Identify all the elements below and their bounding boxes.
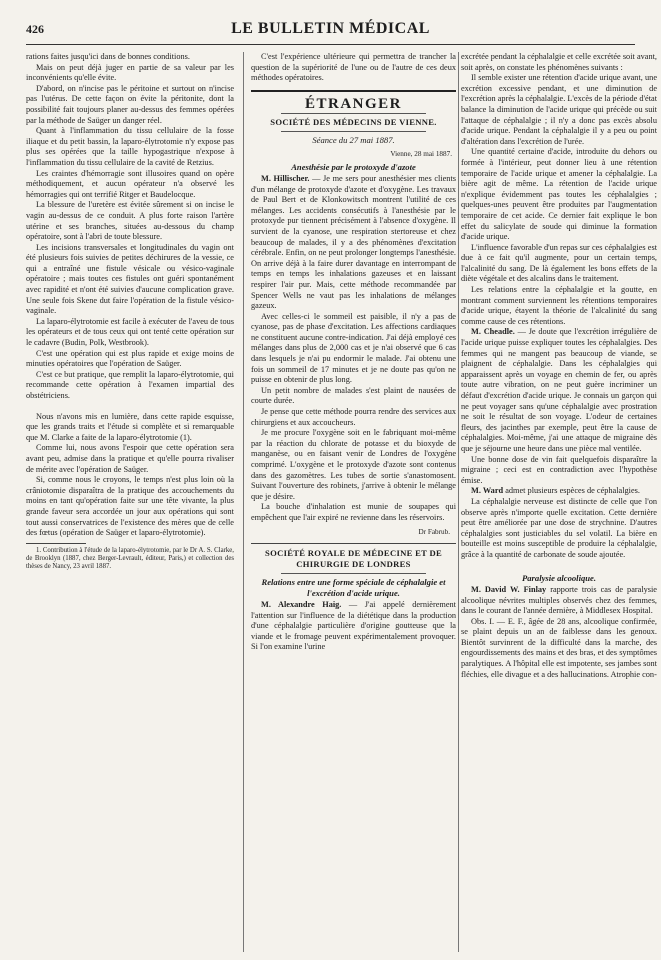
paragraph: Une quantité certaine d'acide, introduite du dehors ou formée à l'intérieur, peut donner lieu à une rétention temporaire de l'acide urique et amener la céphalalgie. La bière agit de même. La rétention de l'acide urique n'explique évidemment pas toutes les céphalalgies ; quelques-unes peuvent être produites par l'augmentation temporaire de cet acide. Ce dernier fait explique le bon effet du salicylate de soude qui diminue la formation d'acide urique. [461, 147, 657, 242]
section-rule [251, 543, 456, 544]
paragraph: Mais on peut déjà juger en partie de sa valeur par les inconvénients qu'elle évite. [26, 62, 234, 83]
paragraph: C'est l'expérience ultérieure qui permettra de trancher la question de la supériorité de l'une ou de l'autre de ces deux méthodes opératoires. [251, 52, 456, 83]
society-title: SOCIÉTÉ ROYALE DE MÉDECINE ET DE CHIRURGIE DE LONDRES [265, 548, 442, 570]
header-rule [26, 44, 635, 45]
article-title: Paralysie alcoolique. [522, 572, 596, 583]
speaker-text: — Je me sers pour anesthésier mes clients d'un mélange de protoxyde d'azote et d'oxygène. Les travaux de Paul Bert et de Klonkowitsch montrent l'utilité de ces mélanges. Les accidents consécutifs à l'anesthésie par le protoxyde pur tiennent précisément à l'absence d'oxygène. Il survient de la cyanose, une respiration stertoreuse et chez beaucoup de malades, il y a des phénomènes d'excitation cérébrale. Enfin, on ne peut prolonger longtemps l'anesthésie. On arrive déjà à la faire durer davantage en interrompant de temps en temps les inhalations gazeuses et en laissant respirer l'air pur. Mais, cette méthode recommandée par Spencer Wells ne vaut pas les inhalations de mélanges gazeux. [251, 173, 456, 311]
short-rule [281, 113, 426, 114]
column-divider [243, 52, 244, 952]
paragraph: Si, comme nous le croyons, le temps n'est plus loin où la crâniotomie disparaîtra de la pratique des accouchements du moins en tant qu'opération faite sur une tête vivante, la plus grande faveur sera accordée un jour aux opérations qui sont tout aussi conservatrices de l'existence des mères que de celle des fœtus (opération de Saüger et laparo-élytrotomie). [26, 475, 234, 538]
paragraph [461, 327, 657, 454]
column-3 [461, 52, 657, 952]
article-title: Anesthésie par le protoxyde d'azote [291, 161, 416, 172]
paragraph: Je pense que cette méthode pourra rendre des services aux chirurgiens et aux accoucheurs. [251, 407, 456, 427]
paragraph: La laparo-élytrotomie est facile à exécuter de l'aveu de tous les opérateurs et de tous ceux qui ont tenté cette opération sur le cadavre (Budin, Polk, Westbrook). [26, 316, 234, 348]
section-rule [251, 90, 456, 92]
speaker-name: M. Cheadle. [471, 327, 515, 337]
paragraph: Il semble exister une rétention d'acide urique avant, une excrétion excessive pendant, et une diminution de l'excrétion après la céphalalgie. L'excès de la période d'état balance la diminution de l'acide urique qui précède ou suit l'attaque de céphalalgie ; il n'y a donc pas excès absolu d'acide urique. Pendant la céphalalgie il y a peu ou point d'altération dans l'excrétion de l'urée. [461, 73, 657, 146]
paragraph: Nous n'avons mis en lumière, dans cette rapide esquisse, que les grands traits et l'étude si complète et si remarquable que M. Clarke a faite de la laparo-élytrotomie (1). [26, 411, 234, 442]
speaker-name: M. David W. Finlay [471, 584, 547, 594]
column-2 [251, 52, 456, 952]
paragraph [461, 486, 657, 497]
dateline: Vienne, 28 mai 1887. [390, 149, 452, 158]
section-title: ÉTRANGER [304, 95, 402, 112]
article-title: Relations entre une forme spéciale de céphalalgie et l'excrétion d'acide urique. [261, 577, 446, 598]
paragraph: Les craintes d'hémorragie sont illusoires quand on opère méthodiquement, et aucun opérateur n'a observé les hémorragies qui ont terrifié Ritger et Baudelocque. [26, 168, 234, 199]
paragraph: Je me procure l'oxygène soit en le fabriquant moi-même par la réaction du chlorate de potasse et du bioxyde de manganèse, ou en faisant venir de Londres de l'oxygène comprimé. L'oxygène et le protoxyde d'azote sont contenus dans des gazomètres. Les tubes de sortie s'anastomosent. Suivant l'ouverture des robinets, j'arrive à obtenir le mélange que je désire. [251, 428, 456, 501]
speaker-text: — J'ai appelé dernièrement l'attention sur l'influence de la diététique dans la production d'une céphalalgie particulière d'origine goutteuse que la viande et le fromage peuvent expérimentalement provoquer. Si l'on examine l'urine [251, 599, 456, 652]
column-1 [26, 52, 234, 952]
paragraph [251, 600, 456, 653]
paragraph: Un petit nombre de malades s'est plaint de nausées de courte durée. [251, 385, 456, 406]
speaker-name: M. Alexandre Haig. [261, 599, 342, 609]
footnote-rule [26, 543, 86, 544]
page-number: 426 [26, 22, 44, 36]
spacer [26, 402, 234, 412]
footnote [26, 547, 234, 572]
speaker-name: M. Ward [471, 486, 504, 496]
paragraph [251, 174, 456, 312]
paragraph: Les incisions transversales et longitudinales du vagin ont été plusieurs fois suivies de petites déchirures de la vessie, ce qui a entraîné une fistule vésicale ou vésico-vaginale opératoire ; mais toutes ces fistules ont guéri spontanément avec rapidité et n'ont été suivies d'aucune complication grave. Une seule fois Skene dut faire l'opération de la fistule vésico-vaginale. [26, 242, 234, 316]
paragraph: D'abord, on n'incise pas le péritoine et surtout on n'incise pas l'utérus. De cette façon on évite la péritonite, dont la possibilité fait toujours planer au-dessus des femmes opérées par la méthode de Saüger un danger réel. [26, 83, 234, 125]
paragraph: Avec celles-ci le sommeil est paisible, il n'y a pas de cyanose, pas de phase d'excitation. Les affections cardiaques ne constituent aucune contre-indication. J'ai déjà employé ces mélanges dans plus de 2,000 cas et je n'ai observé que 6 cas dans lesquels je n'ai pu endormir le malade. J'ai obtenu une fois un sommeil de 17 minutes et je ne doute pas qu'on ne puisse en obtenir de plus long. [251, 311, 456, 385]
paragraph: C'est ce but pratique, que remplit la laparo-élytrotomie, qui recommande cette opération à l'examen impartial des obstétriciens. [26, 369, 234, 400]
short-rule [281, 573, 426, 574]
speaker-name: M. Hillischer. [261, 173, 310, 183]
session-date: Séance du 27 mai 1887. [312, 135, 395, 146]
paragraph: Une bonne dose de vin fait quelquefois disparaître la migraine ; ceci est en contradiction avec l'hypothèse émise. [461, 454, 657, 485]
page-header [26, 20, 635, 42]
paragraph [461, 585, 657, 617]
paragraph: La blessure de l'uretère est évitée sûrement si on incise le vagin au-dessus de ce conduit. A plus forte raison l'artère utérine et ses branches, situées au-dessous du champ opératoire, sont à l'abri de toute blessure. [26, 200, 234, 242]
paragraph: rations faites jusqu'ici dans de bonnes conditions. [26, 52, 190, 61]
society-title: SOCIÉTÉ DES MÉDECINS DE VIENNE. [270, 117, 437, 128]
paragraph: L'influence favorable d'un repas sur ces céphalalgies est due à ce fait qu'il augmente, pour un certain temps, l'alcalinité du sang. De là également les bons effets de la diète végétale et des alcalins dans le traitement. [461, 242, 657, 284]
paragraph: excrétée pendant la céphalalgie et celle excrétée soit avant, soit après, on constate les phénomènes suivants : [461, 52, 657, 72]
paragraph: Les relations entre la céphalalgie et la goutte, en montrant comment surviennent les rétentions temporaires d'acide urique, étayent la théorie de l'alcalinité du sang comme cause de ces rétentions. [461, 285, 657, 326]
paragraph: Comme lui, nous avons l'espoir que cette opération sera avant peu, admise dans la pratique et qu'elle pourra rivaliser de mérite avec l'opération de Saüger. [26, 443, 234, 474]
column-divider [458, 52, 459, 952]
paragraph: Obs. I. — E. F., âgée de 28 ans, alcoolique confirmée, se plaint depuis un an de faiblesse dans les genoux. Bientôt survinrent de la difficulté dans la marche, des engourdissements des mains et des bras, et des symptômes paralytiques. A l'hôpital elle est impotente, ses jambes sont fléchies, elle divague et a des hallucinations. Atrophie con- [461, 616, 657, 679]
footnote-text: 1. Contribution à l'étude de la laparo-élytrotomie, par le Dr A. S. Clarke, de Brooklyn (1887, chez Berger-Levrault, éditeur, Paris,) et collection des thèses de Nancy, 23 avril 1887. [26, 546, 234, 571]
paragraph: C'est une opération qui est plus rapide et exige moins de minuties opératoires que l'opération de Saüger. [26, 348, 234, 369]
signature: Dr Fabrub. [418, 527, 450, 536]
journal-title: LE BULLETIN MÉDICAL [231, 20, 430, 37]
speaker-text: — Je doute que l'excrétion irrégulière de l'acide urique puisse expliquer toutes les céphalalgies. Des femmes qui ne mangent pas beaucoup de viande, se plaignent de céphalalgie. Dans les céphalalgies qui apparaissent après un voyage en chemin de fer, ou après toute autre vibration, on ne peut guère incriminer un défaut d'excrétion d'acide urique. Je connais un garçon qui ne peut voyager sans qu'une céphalalgie avec prostration ne soit le résultat de son voyage. L'odeur de certaines fleurs, des jacinthes par exemple, peut être la cause de céphalalgies. Moi-même, j'ai une attaque de migraine dès que je séjourne une heure dans une pièce mal ventilée. [461, 327, 657, 453]
short-rule [281, 131, 426, 132]
paragraph: La bouche d'inhalation est munie de soupapes qui empêchent que l'air expiré ne revienne dans les réservoirs. [251, 502, 456, 522]
speaker-text: admet plusieurs espèces de céphalalgies. [503, 486, 640, 496]
speaker-text: rapporte trois cas de paralysie alcoolique névrites multiples observés chez des femmes, dans le courant de l'année dernière, à Middlesex Hospital. [461, 584, 657, 616]
paragraph: La céphalalgie nerveuse est distincte de celle que l'on observe après n'importe quelle excitation. Cette dernière peut être améliorée par une dose de strychnine. D'autres céphalalgies sont justiciables du sel volatil. La bière en bouteille est moins susceptible de produire la céphalalgie, grâce à la quantité de carbonate de soude ajoutée. [461, 496, 657, 559]
spacer [461, 561, 657, 571]
paragraph: Quant à l'inflammation du tissu cellulaire de la fosse iliaque et du petit bassin, la laparo-élytrotomie n'y expose pas plus ses opérées que la taille hypogastrique n'expose à l'inflammation du tissu cellulaire de la cavité de Retzius. [26, 126, 234, 167]
